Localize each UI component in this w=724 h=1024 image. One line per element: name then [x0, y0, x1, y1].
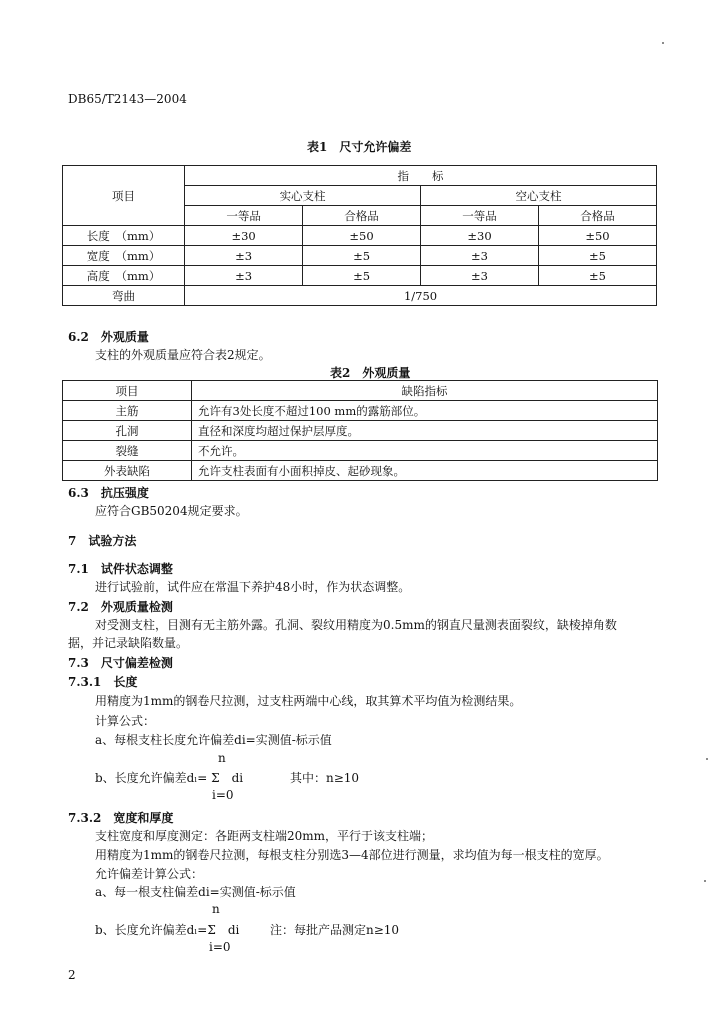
section-7-1-heading: 7.1 试件状态调整: [68, 562, 173, 576]
table2-caption: 表2 外观质量: [330, 366, 411, 380]
section-7-3-2-line4: a、每一根支柱偏差di=实测值-标示值: [95, 885, 296, 899]
cell-value: 允许支柱表面有小面积掉皮、起砂现象。: [192, 461, 658, 481]
table-row: [63, 226, 657, 246]
section-7-3-2-note: 注：每批产品测定n≥10: [270, 923, 400, 937]
table1-group-solid: 实心支柱: [185, 186, 421, 206]
section-7-3-heading: 7.3 尺寸偏差检测: [68, 656, 173, 670]
cell-value: ±30: [185, 226, 303, 246]
appearance-quality-table: [62, 380, 658, 481]
table1-grade: 一等品: [421, 206, 539, 226]
row-label: 宽度 （mm）: [63, 246, 185, 266]
cell-value: 1/750: [185, 286, 657, 306]
cell-value: ±50: [539, 226, 657, 246]
table2-header-defect: 缺陷指标: [192, 381, 658, 401]
row-label: 高度 （mm）: [63, 266, 185, 286]
dimension-tolerance-table: [62, 165, 657, 306]
row-label: 长度 （mm）: [63, 226, 185, 246]
row-label: 弯曲: [63, 286, 185, 306]
table-row: [63, 441, 658, 461]
row-label: 孔洞: [63, 421, 192, 441]
section-7-3-1-line1: 用精度为1mm的钢卷尺拉测，过支柱两端中心线，取其算术平均值为检测结果。: [95, 694, 522, 708]
cell-value: 允许有3处长度不超过100 mm的露筋部位。: [192, 401, 658, 421]
section-6-3-heading: 6.3 抗压强度: [68, 486, 149, 500]
formula-lower-limit: i=0: [209, 940, 231, 954]
table1-grade: 合格品: [303, 206, 421, 226]
section-7-2-line2: 据，并记录缺陷数量。: [68, 636, 189, 650]
cell-value: 不允许。: [192, 441, 658, 461]
cell-value: ±5: [539, 266, 657, 286]
document-header: DB65/T2143—2004: [68, 92, 187, 106]
cell-value: ±5: [303, 266, 421, 286]
section-7-heading: 7 试验方法: [68, 534, 137, 548]
section-7-3-2-line5: b、长度允许偏差dₗ=Σ di: [95, 923, 240, 937]
page-number: 2: [68, 968, 76, 982]
section-7-3-1-note: 其中：n≥10: [290, 771, 360, 785]
table1-grade: 一等品: [185, 206, 303, 226]
cell-value: ±3: [185, 266, 303, 286]
formula-lower-limit: i=0: [212, 788, 234, 802]
cell-value: ±3: [421, 246, 539, 266]
table-row: [63, 461, 658, 481]
cell-value: ±5: [303, 246, 421, 266]
cell-value: ±30: [421, 226, 539, 246]
section-7-3-2-heading: 7.3.2 宽度和厚度: [68, 811, 174, 825]
row-label: 裂缝: [63, 441, 192, 461]
section-7-2-heading: 7.2 外观质量检测: [68, 600, 173, 614]
formula-upper-limit: n: [218, 751, 226, 765]
section-6-3-text: 应符合GB50204规定要求。: [95, 504, 248, 518]
cell-value: ±3: [185, 246, 303, 266]
cell-value: ±50: [303, 226, 421, 246]
table-row: [63, 421, 658, 441]
table1-group-hollow: 空心支柱: [421, 186, 657, 206]
cell-value: ±3: [421, 266, 539, 286]
table2-header-item: 项目: [63, 381, 192, 401]
table-row: [63, 286, 657, 306]
formula-upper-limit: n: [212, 902, 220, 916]
table-row: [63, 246, 657, 266]
table1-item-header: 项目: [63, 166, 185, 226]
section-7-3-2-line2: 用精度为1mm的钢卷尺拉测，每根支柱分别选3—4部位进行测量，求均值为每一根支柱的宽厚。: [95, 848, 609, 862]
section-7-3-2-line3: 允许偏差计算公式：: [95, 867, 204, 881]
cell-value: 直径和深度均超过保护层厚度。: [192, 421, 658, 441]
table1-caption: 表1 尺寸允许偏差: [307, 140, 412, 154]
section-7-1-text: 进行试验前，试件应在常温下养护48小时，作为状态调整。: [95, 580, 411, 594]
row-label: 主筋: [63, 401, 192, 421]
table1-index-header: 指 标: [185, 166, 657, 186]
scan-speck: [706, 758, 708, 760]
section-7-3-1-heading: 7.3.1 长度: [68, 675, 138, 689]
table-row: [63, 266, 657, 286]
section-6-2-text: 支柱的外观质量应符合表2规定。: [95, 348, 271, 362]
cell-value: ±5: [539, 246, 657, 266]
section-7-3-1-line4: b、长度允许偏差dₗ= Σ di: [95, 771, 244, 785]
scan-speck: [704, 880, 706, 882]
section-7-3-1-line2: 计算公式：: [95, 714, 156, 728]
section-7-2-line1: 对受测支柱，目测有无主筋外露。孔洞、裂纹用精度为0.5mm的钢直尺量测表面裂纹，缺棱掉角数: [95, 618, 617, 632]
section-7-3-1-line3: a、每根支柱长度允许偏差di=实测值-标示值: [95, 733, 332, 747]
section-7-3-2-line1: 支柱宽度和厚度测定：各距两支柱端20mm，平行于该支柱端；: [95, 829, 434, 843]
scan-speck: [662, 42, 664, 44]
table1-grade: 合格品: [539, 206, 657, 226]
row-label: 外表缺陷: [63, 461, 192, 481]
section-6-2-heading: 6.2 外观质量: [68, 330, 149, 344]
table-row: [63, 401, 658, 421]
